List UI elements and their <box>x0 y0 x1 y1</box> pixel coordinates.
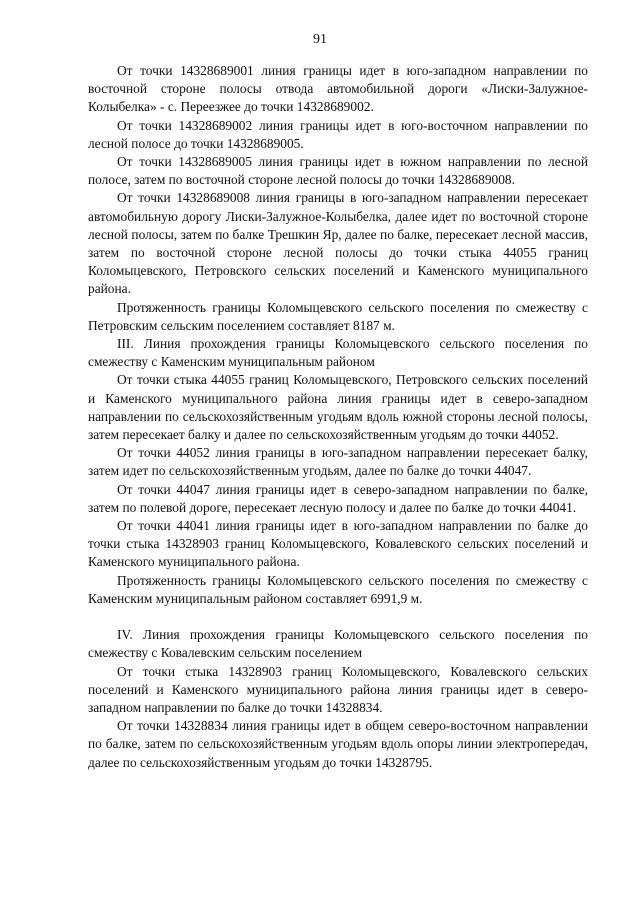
paragraph-point-44052: От точки 44052 линия границы в юго-западном направлении пересекает балку, затем идет по сельскохозяйственным угодьям, далее по балке до точки 44047. <box>88 445 588 479</box>
paragraph-length-petrovskoe: Протяженность границы Коломыцевского сельского поселения по смежеству с Петровским сельским поселением составляет 8187 м. <box>88 299 588 333</box>
paragraph-point-44055: От точки стыка 44055 границ Коломыцевского, Петровского сельских поселений и Каменского муниципального района линия границы идет в северо-западном направлении по сельскохозяйственным угодьям вдоль южной стороны лесной полосы, затем пересекает балку и далее по сельскохозяйственным угодьям до точки 44052. <box>88 372 588 443</box>
section-gap <box>88 608 588 626</box>
page-number: 91 <box>313 32 327 47</box>
body-text <box>88 62 588 772</box>
paragraph-length-kamenskiy: Протяженность границы Коломыцевского сельского поселения по смежеству с Каменским муниципальным районом составляет 6991,9 м. <box>88 572 588 606</box>
paragraph-point-44047: От точки 44047 линия границы идет в северо-западном направлении по балке, затем по полевой дороге, пересекает лесную полосу и далее по балке до точки 44041. <box>88 481 588 515</box>
paragraph-point-14328689002: От точки 14328689002 линия границы идет в юго-восточном направлении по лесной полосе до точки 14328689005. <box>88 117 588 151</box>
paragraph-point-14328689008: От точки 14328689008 линия границы в юго-западном направлении пересекает автомобильную дорогу Лиски-Залужное-Колыбелка, далее идет по восточной стороне лесной полосы, затем по балке Трешкин Яр, далее по балке, пересекает лесной массив, затем по восточной стороне лесной полосы до точки стыка 44055 границ Коломыцевского, Петровского сельских поселений и Каменского муниципального района. <box>88 190 588 297</box>
paragraph-point-14328903: От точки стыка 14328903 границ Коломыцевского, Ковалевского сельских поселений и Каменского муниципального района линия границы идет в северо-западном направлении по балке до точки 14328834. <box>88 663 588 715</box>
paragraph-point-14328689001: От точки 14328689001 линия границы идет в юго-западном направлении по восточной стороне полосы отвода автомобильной дороги «Лиски-Залужное-Колыбелка» - с. Переезжее до точки 14328689002. <box>88 63 588 115</box>
paragraph-point-14328689005: От точки 14328689005 линия границы идет в южном направлении по лесной полосе, затем по восточной стороне лесной полосы до точки 14328689008. <box>88 154 588 188</box>
paragraph-point-44041: От точки 44041 линия границы идет в юго-западном направлении по балке до точки стыка 14328903 границ Коломыцевского, Ковалевского сельских поселений и Каменского муниципального района. <box>88 518 588 570</box>
section-heading-iv: IV. Линия прохождения границы Коломыцевского сельского поселения по смежеству с Ковалевским сельским поселением <box>88 627 588 661</box>
paragraph-point-14328834: От точки 14328834 линия границы идет в общем северо-восточном направлении по балке, затем по сельскохозяйственным угодьям вдоль опоры линии электропередач, далее по сельскохозяйственным угодьям до точки 14328795. <box>88 718 588 770</box>
section-heading-iii: III. Линия прохождения границы Коломыцевского сельского поселения по смежеству с Каменским муниципальным районом <box>88 336 588 370</box>
